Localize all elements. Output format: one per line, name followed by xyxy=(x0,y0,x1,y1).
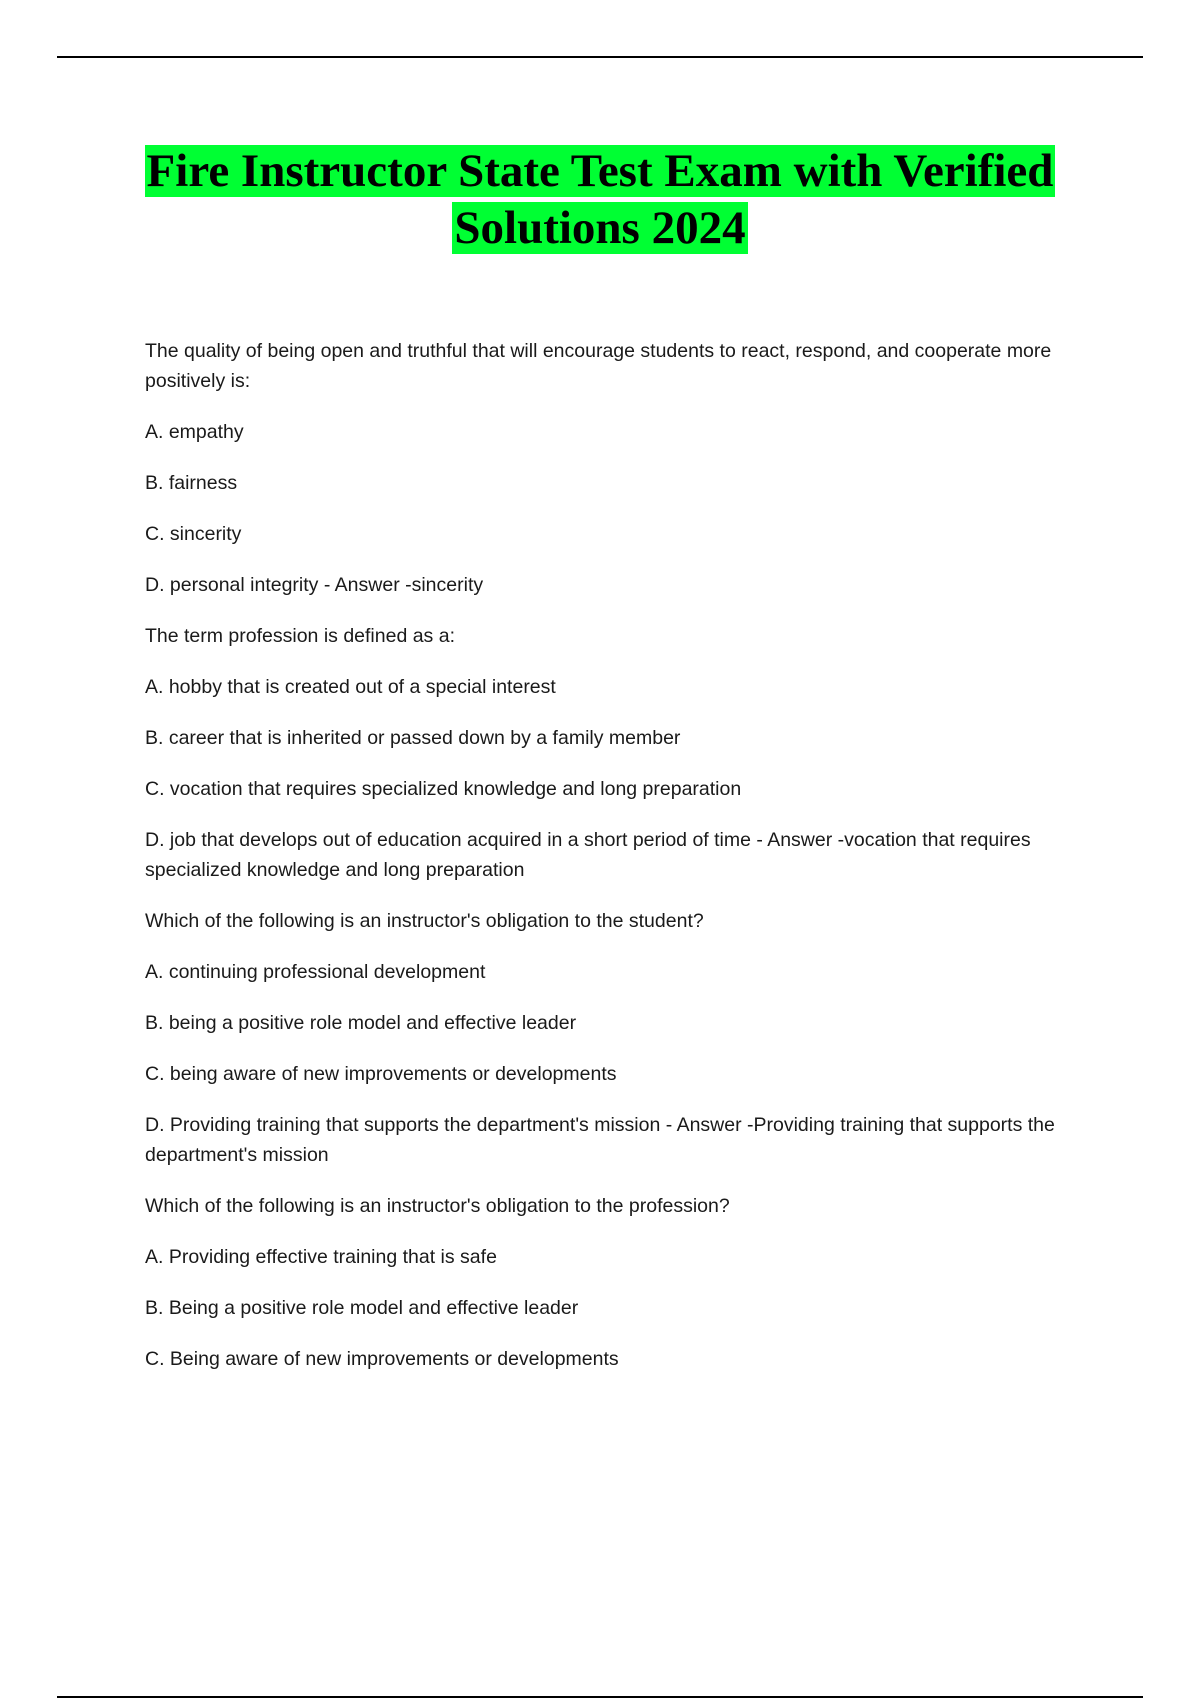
question-4-option-c: C. Being aware of new improvements or developments xyxy=(145,1348,619,1370)
question-3-option-b: B. being a positive role model and effective leader xyxy=(145,1012,577,1034)
title-line-1: Fire Instructor State Test Exam with Verified xyxy=(146,145,1054,197)
question-4-option-b: B. Being a positive role model and effective leader xyxy=(145,1297,579,1319)
question-1-option-b: B. fairness xyxy=(145,472,238,494)
question-2-option-d-answer: D. job that develops out of education acquired in a short period of time - Answer -vocation that requires specialized knowledge and long preparation xyxy=(145,829,1031,881)
page-title xyxy=(100,143,1100,257)
question-2-option-c: C. vocation that requires specialized knowledge and long preparation xyxy=(145,778,742,800)
title-line-2: Solutions 2024 xyxy=(454,202,746,254)
question-1-option-d-answer: D. personal integrity - Answer -sincerity xyxy=(145,574,484,596)
question-2-option-b: B. career that is inherited or passed down by a family member xyxy=(145,727,681,749)
question-1-text: The quality of being open and truthful that will encourage students to react, respond, and cooperate more positively is: xyxy=(145,340,1052,392)
question-4-text: Which of the following is an instructor's obligation to the profession? xyxy=(145,1195,730,1217)
question-3-option-c: C. being aware of new improvements or developments xyxy=(145,1063,617,1085)
question-2-text: The term profession is defined as a: xyxy=(145,625,455,647)
top-divider xyxy=(57,56,1143,58)
question-1-option-a: A. empathy xyxy=(145,421,244,443)
question-3-option-d-answer: D. Providing training that supports the department's mission - Answer -Providing training that supports the department's mission xyxy=(145,1114,1055,1166)
question-3-text: Which of the following is an instructor's obligation to the student? xyxy=(145,910,704,932)
question-2-option-a: A. hobby that is created out of a special interest xyxy=(145,676,556,698)
bottom-divider xyxy=(57,1696,1143,1698)
question-3-option-a: A. continuing professional development xyxy=(145,961,486,983)
question-1-option-c: C. sincerity xyxy=(145,523,242,545)
document-body xyxy=(145,336,1105,1395)
question-4-option-a: A. Providing effective training that is safe xyxy=(145,1246,497,1268)
